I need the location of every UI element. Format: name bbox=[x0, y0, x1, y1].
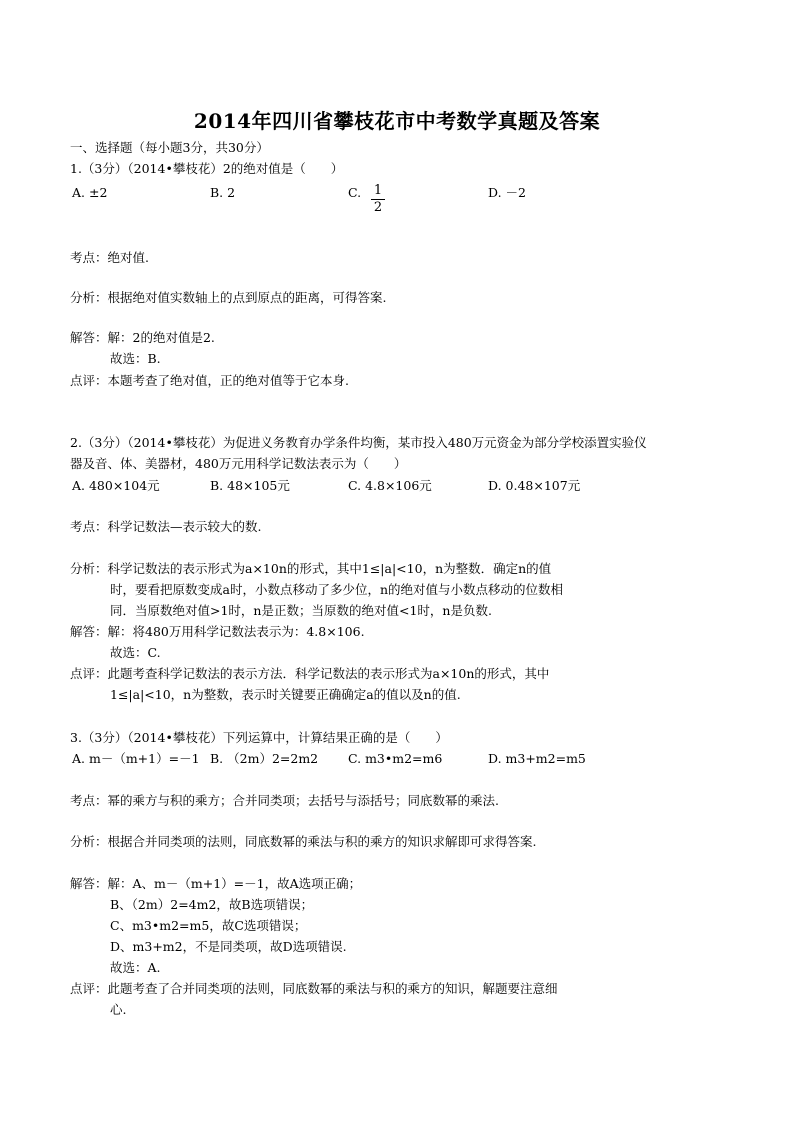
q3-jieda-line4: D、m3+m2，不是同类项，故D选项错误. bbox=[110, 939, 347, 954]
fraction-numerator: 1 bbox=[373, 183, 383, 198]
q1-kaodian: 考点：绝对值. bbox=[70, 250, 149, 265]
q2-fenxi-line2: 时，要看把原数变成a时，小数点移动了多少位，n的绝对值与小数点移动的位数相 bbox=[110, 582, 564, 597]
q1-dianping: 点评：本题考查了绝对值，正的绝对值等于它本身. bbox=[70, 373, 349, 388]
q2-option-c: C. 4.8×106元 bbox=[348, 478, 432, 493]
page-title: 2014年四川省攀枝花市中考数学真题及答案 bbox=[193, 109, 601, 133]
q2-fenxi-line1: 分析：科学记数法的表示形式为a×10n的形式，其中1≤|a|<10，n为整数．确定n的值 bbox=[70, 561, 552, 576]
section-heading: 一、选择题（每小题3分，共30分） bbox=[70, 140, 269, 155]
q1-answer: 故选：B. bbox=[110, 351, 161, 366]
q1-option-c-label: C. bbox=[348, 185, 362, 200]
q2-stem-line1: 2.（3分）（2014•攀枝花）为促进义务教育办学条件均衡，某市投入480万元资金为部分学校添置实验仪 bbox=[70, 435, 647, 450]
q2-dianping-line1: 点评：此题考查科学记数法的表示方法．科学记数法的表示形式为a×10n的形式，其中 bbox=[70, 666, 550, 681]
q1-option-d: D. －2 bbox=[488, 185, 526, 200]
q1-jieda: 解答：解：2的绝对值是2. bbox=[70, 330, 215, 345]
q2-fenxi-line3: 同．当原数绝对值>1时，n是正数；当原数的绝对值<1时，n是负数. bbox=[110, 603, 492, 618]
q1-fenxi: 分析：根据绝对值实数轴上的点到原点的距离，可得答案. bbox=[70, 290, 387, 305]
q2-stem-line2: 器及音、体、美器材，480万元用科学记数法表示为（ ） bbox=[70, 456, 407, 471]
q3-jieda-line2: B、（2m）2=4m2，故B选项错误； bbox=[110, 897, 314, 912]
fraction-denominator: 2 bbox=[373, 200, 383, 215]
q1-stem: 1.（3分）（2014•攀枝花）2的绝对值是（ ） bbox=[70, 161, 344, 176]
q3-jieda-line1: 解答：解：A、m－（m+1）=－1，故A选项正确； bbox=[70, 876, 362, 891]
q1-option-a: A. ±2 bbox=[72, 185, 108, 200]
q3-answer: 故选：A. bbox=[110, 960, 161, 975]
q1-option-c-fraction bbox=[371, 184, 385, 215]
q2-option-b: B. 48×105元 bbox=[210, 478, 290, 493]
q3-option-d: D. m3+m2=m5 bbox=[488, 751, 586, 766]
q3-stem: 3.（3分）（2014•攀枝花）下列运算中，计算结果正确的是（ ） bbox=[70, 730, 448, 745]
q3-option-c: C. m3•m2=m6 bbox=[348, 751, 443, 766]
q3-kaodian: 考点：幂的乘方与积的乘方；合并同类项；去括号与添括号；同底数幂的乘法. bbox=[70, 793, 499, 808]
q2-dianping-line2: 1≤|a|<10，n为整数，表示时关键要正确确定a的值以及n的值. bbox=[110, 687, 461, 702]
q3-dianping-line2: 心. bbox=[110, 1002, 127, 1017]
q2-option-a: A. 480×104元 bbox=[72, 478, 160, 493]
q3-fenxi: 分析：根据合并同类项的法则，同底数幂的乘法与积的乘方的知识求解即可求得答案. bbox=[70, 834, 537, 849]
q3-dianping-line1: 点评：此题考查了合并同类项的法则，同底数幂的乘法与积的乘方的知识，解题要注意细 bbox=[70, 981, 558, 996]
q2-jieda: 解答：解：将480万用科学记数法表示为：4.8×106. bbox=[70, 624, 365, 639]
q2-answer: 故选：C. bbox=[110, 645, 161, 660]
q1-option-b: B. 2 bbox=[210, 185, 236, 200]
q3-option-a: A. m－（m+1）=－1 bbox=[72, 751, 200, 766]
q2-kaodian: 考点：科学记数法—表示较大的数. bbox=[70, 519, 262, 534]
q3-jieda-line3: C、m3•m2=m5，故C选项错误； bbox=[110, 918, 307, 933]
q2-option-d: D. 0.48×107元 bbox=[488, 478, 581, 493]
q3-option-b: B. （2m）2=2m2 bbox=[210, 751, 319, 766]
